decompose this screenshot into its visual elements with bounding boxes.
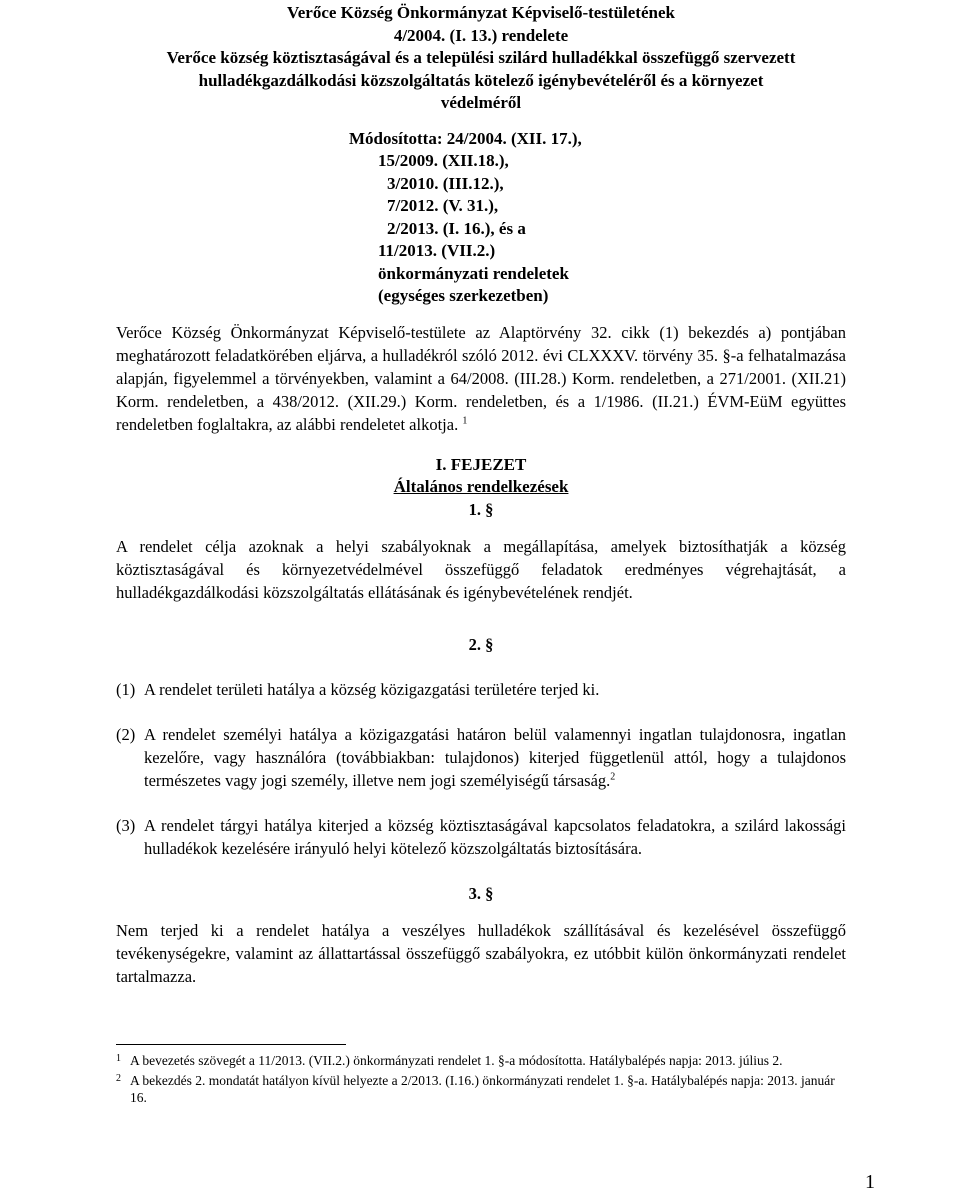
footnotes <box>116 1052 846 1109</box>
paragraph-1 <box>116 678 846 701</box>
chapter-heading <box>116 454 846 498</box>
page-number: 1 <box>865 1171 875 1193</box>
amendment-line: 15/2009. (XII.18.), <box>378 151 509 170</box>
document-title <box>116 2 846 115</box>
paragraph-number: (3) <box>116 815 136 835</box>
amendment-line: 3/2010. (III.12.), <box>387 173 504 193</box>
title-line: hulladékgazdálkodási közszolgáltatás kötelező igénybevételéről és a környezet <box>198 70 764 90</box>
section-3-text: Nem terjed ki a rendelet hatálya a veszélyes hulladékok szállításával és kezelésével összefüggő tevékenységekre, valamint az állattartással összefüggő szabályokra, ez utóbbit külön önkormányzati rendelet tartalmazza. <box>116 920 846 986</box>
paragraph-text: A rendelet területi hatálya a község közigazgatási területére terjed ki. <box>144 679 600 699</box>
amendment-line: 11/2013. (VII.2.) <box>378 241 496 260</box>
section-1-text: A rendelet célja azoknak a helyi szabályoknak a megállapítása, amelyek biztosíthatják a község köztisztaságával és környezetvédelmével összefüggő feladatok eredményes végrehajtását, a hulladékgazdálkodási közszolgáltatás ellátásának és igénybevételének rendjét. <box>116 536 846 602</box>
amendment-line: 2/2013. (I. 16.), és a <box>387 218 526 238</box>
footnote-text: A bekezdés 2. mondatát hatályon kívül helyezte a 2/2013. (I.16.) önkormányzati rendelet 1. §-a. Hatálybalépés napja: 2013. január 16. <box>130 1072 835 1105</box>
chapter-number: I. FEJEZET <box>435 454 527 474</box>
footnote-separator <box>116 1044 346 1045</box>
footnote-mark: 1 <box>116 1053 121 1064</box>
amendment-line: önkormányzati rendeletek <box>378 263 569 283</box>
footnote <box>116 1072 846 1107</box>
preamble <box>116 321 846 436</box>
amendments-block <box>116 128 846 308</box>
amendment-line: (egységes szerkezetben) <box>378 286 549 305</box>
footnote-ref[interactable]: 2 <box>610 771 616 782</box>
paragraph-text: A rendelet tárgyi hatálya kiterjed a község köztisztaságával kapcsolatos feladatokra, a szilárd lakossági hulladékok kezelésére irányuló helyi kötelező közszolgáltatás biztosítására. <box>144 815 846 858</box>
chapter-title: Általános rendelkezések <box>393 476 569 496</box>
paragraph-text: A rendelet személyi hatálya a közigazgatási határon belül valamennyi ingatlan tulajdonosra, ingatlan kezelőre, vagy használóra (továbbiakban: tulajdonos) kiterjed függetlenül attól, hogy a tulajdonos természetes vagy jogi személy, illetve nem jogi személyiségű társaság. <box>144 724 846 790</box>
footnote <box>116 1052 846 1070</box>
paragraph-3 <box>116 814 846 860</box>
paragraph-2 <box>116 723 846 792</box>
title-line: védelméről <box>440 93 522 112</box>
section-heading: 2. § <box>468 634 494 654</box>
section-heading: 1. § <box>468 499 494 519</box>
preamble-text: Verőce Község Önkormányzat Képviselő-testülete az Alaptörvény 32. cikk (1) bekezdés a) pontjában meghatározott feladatkörében eljárva, a hulladékról szóló 2012. évi CLXXXV. törvény 35. §-a felhatalmazása alapján, figyelemmel a törvényekben, valamint a 64/2008. (III.28.) Korm. rendeletben, a 271/2001. (XII.21) Korm. rendeletben, a 438/2012. (XII.29.) Korm. rendeletben, és a 1/1986. (II.21.) ÉVM-EüM együttes rendeletben foglaltakra, az alábbi rendeletet alkotja. <box>116 322 846 434</box>
amendment-line: Módosította: 24/2004. (XII. 17.), <box>349 128 582 148</box>
footnote-mark: 2 <box>116 1072 121 1084</box>
footnote-text: A bevezetés szövegét a 11/2013. (VII.2.) önkormányzati rendelet 1. §-a módosította. Hatálybalépés napja: 2013. július 2. <box>130 1053 783 1068</box>
amendment-line: 7/2012. (V. 31.), <box>387 196 499 215</box>
title-line: 4/2004. (I. 13.) rendelete <box>393 25 569 45</box>
document-page <box>116 0 846 988</box>
title-line: Verőce Község Önkormányzat Képviselő-testületének <box>287 3 675 22</box>
section-heading: 3. § <box>468 883 494 903</box>
paragraph-number: (1) <box>116 679 136 699</box>
footnote-ref[interactable]: 1 <box>462 415 468 426</box>
paragraph-number: (2) <box>116 724 136 744</box>
title-line: Verőce község köztisztaságával és a települési szilárd hulladékkal összefüggő szervezett <box>166 48 796 67</box>
